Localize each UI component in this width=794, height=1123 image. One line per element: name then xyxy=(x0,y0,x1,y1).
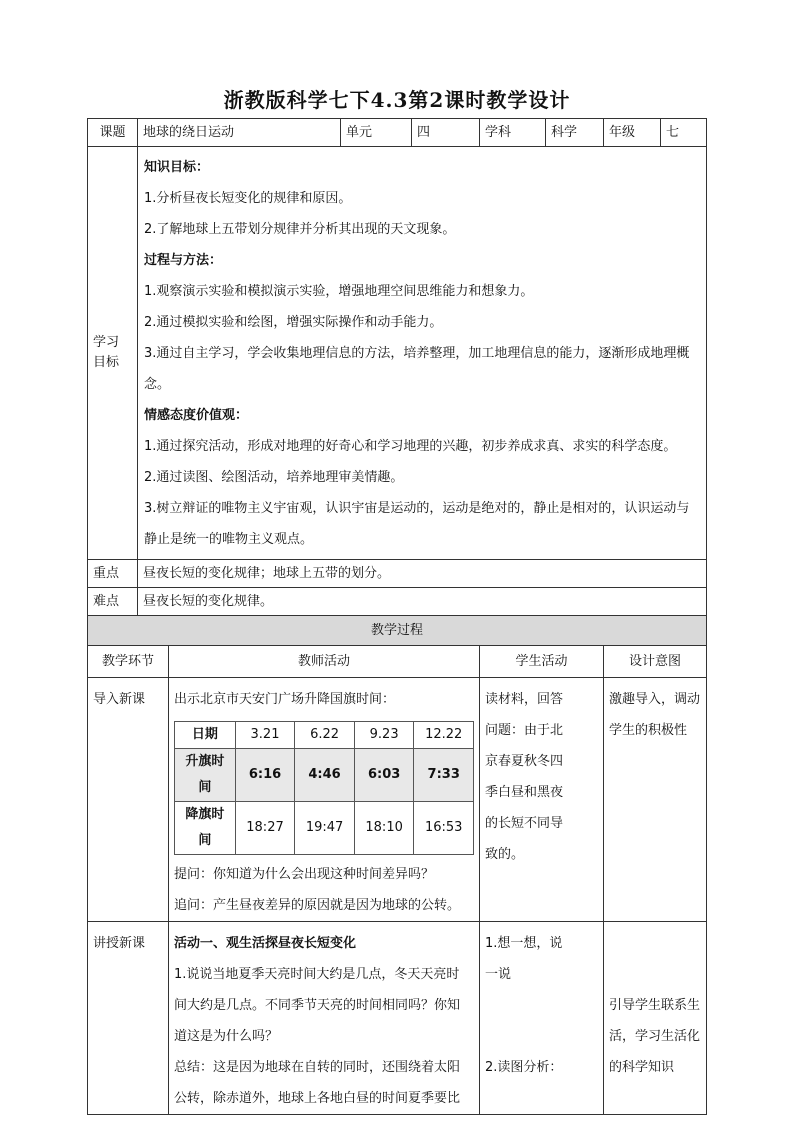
column-header-row xyxy=(88,646,707,678)
process-title: 教学过程 xyxy=(88,616,707,646)
goals-label: 学习 目标 xyxy=(88,147,138,560)
new-stage: 讲授新课 xyxy=(88,922,169,1115)
intro-question: 提问：你知道为什么会出现这种时间差异吗？ xyxy=(174,867,435,882)
subject-value: 科学 xyxy=(546,119,604,147)
goals-content xyxy=(138,147,707,560)
new-intent: 引导学生联系生 活，学习生活化 的科学知识 xyxy=(604,922,707,1115)
flag-table-row: 降旗时间 18:27 19:47 18:10 16:53 xyxy=(175,802,474,855)
new-teacher: 活动一、观生活探昼夜长短变化 1.说说当地夏季天亮时间大约是几点，冬天天亮时 间大约是几点。不同季节天亮的时间相同吗？你知 道这是为什么吗？ 总结：这是因为地球在自转的同时，还围绕着太阳 公转，除赤道外，地球上各地白昼的时间夏季要比 xyxy=(169,922,480,1115)
grade-label: 年级 xyxy=(604,119,661,147)
intro-teacher xyxy=(169,678,480,922)
emotion-item: 1.通过探究活动，形成对地理的好奇心和学习地理的兴趣，初步养成求真、求实的科学态度。 xyxy=(144,439,677,454)
flag-table-row: 升旗时间 6:16 4:46 6:03 7:33 xyxy=(175,749,474,802)
difficulty-label: 难点 xyxy=(88,588,138,616)
knowledge-item: 1.分析昼夜长短变化的规律和原因。 xyxy=(144,191,352,206)
col-intent: 设计意图 xyxy=(604,646,707,678)
key-text: 昼夜长短的变化规律；地球上五带的划分。 xyxy=(138,560,707,588)
intro-followup: 追问：产生昼夜差异的原因就是因为地球的公转。 xyxy=(174,898,461,913)
process-item: 3.通过自主学习，学会收集地理信息的方法，培养整理，加工地理信息的能力，逐渐形成地理概念。 xyxy=(144,346,690,392)
activity-heading: 活动一、观生活探昼夜长短变化 xyxy=(174,936,357,951)
intro-row xyxy=(88,678,707,922)
intro-student: 读材料，回答 问题：由于北 京春夏秋冬四 季白昼和黑夜 的长短不同导 致的。 xyxy=(480,678,604,922)
knowledge-item: 2.了解地球上五带划分规律并分析其出现的天文现象。 xyxy=(144,222,456,237)
key-row xyxy=(88,560,707,588)
col-stage: 教学环节 xyxy=(88,646,169,678)
topic-value: 地球的绕日运动 xyxy=(138,119,341,147)
document-title: 浙教版科学七下4.3第2课时教学设计 xyxy=(223,88,571,112)
knowledge-heading: 知识目标： xyxy=(144,160,210,175)
col-teacher: 教师活动 xyxy=(169,646,480,678)
goals-row xyxy=(88,147,707,560)
emotion-heading: 情感态度价值观： xyxy=(144,408,249,423)
difficulty-text: 昼夜长短的变化规律。 xyxy=(138,588,707,616)
process-item: 2.通过模拟实验和绘图，增强实际操作和动手能力。 xyxy=(144,315,443,330)
header-row xyxy=(88,119,707,147)
emotion-item: 2.通过读图、绘图活动，培养地理审美情趣。 xyxy=(144,470,404,485)
unit-value: 四 xyxy=(412,119,480,147)
new-lesson-row xyxy=(88,922,707,1115)
flag-table-header: 日期 3.21 6.22 9.23 12.22 xyxy=(175,722,474,749)
unit-label: 单元 xyxy=(341,119,412,147)
intro-stage: 导入新课 xyxy=(88,678,169,922)
grade-value: 七 xyxy=(661,119,707,147)
intro-intent: 激趣导入，调动 学生的积极性 xyxy=(604,678,707,922)
key-label: 重点 xyxy=(88,560,138,588)
col-student: 学生活动 xyxy=(480,646,604,678)
process-item: 1.观察演示实验和模拟演示实验，增强地理空间思维能力和想象力。 xyxy=(144,284,534,299)
flag-time-table xyxy=(174,721,474,855)
new-student: 1.想一想，说 一说 2.读图分析： xyxy=(480,922,604,1115)
subject-label: 学科 xyxy=(480,119,546,147)
emotion-item: 3.树立辩证的唯物主义宇宙观，认识宇宙是运动的，运动是绝对的，静止是相对的，认识运动与静止是统一的唯物主义观点。 xyxy=(144,501,690,547)
lesson-plan-table xyxy=(87,118,707,1115)
process-heading: 过程与方法： xyxy=(144,253,223,268)
difficulty-row xyxy=(88,588,707,616)
process-title-row xyxy=(88,616,707,646)
topic-label: 课题 xyxy=(88,119,138,147)
intro-lead: 出示北京市天安门广场升降国旗时间： xyxy=(174,692,396,707)
